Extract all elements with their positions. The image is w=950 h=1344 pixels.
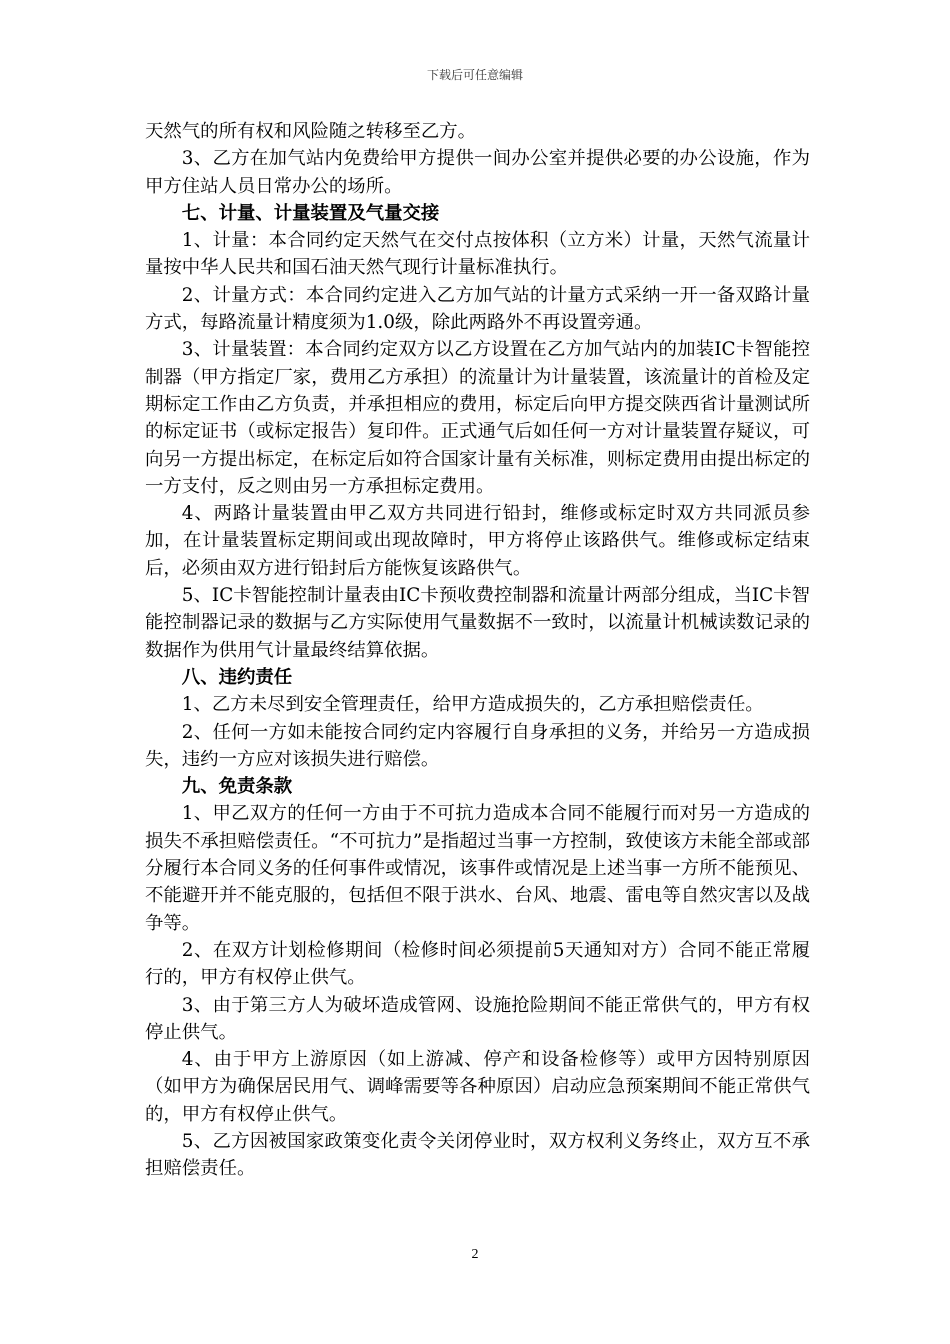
document-body bbox=[145, 118, 810, 1183]
paragraph-breach-compensation: 2、任何一方如未能按合同约定内容履行自身承担的义务，并给另一方造成损失，违约一方应对该损失进行赔偿。 bbox=[145, 721, 810, 770]
paragraph-ownership-transfer: 天然气的所有权和风险随之转移至乙方。 bbox=[145, 121, 477, 142]
section-heading-liability: 八、违约责任 bbox=[181, 666, 293, 688]
section-heading-exemption: 九、免责条款 bbox=[181, 776, 293, 798]
paragraph-upstream-causes: 4、由于甲方上游原因（如上游减、停产和设备检修等）或甲方因特别原因（如甲方为确保居民用气、调峰需要等各种原因）启动应急预案期间不能正常供气的，甲方有权停止供气。 bbox=[145, 1049, 810, 1125]
paragraph-ic-card-meter: 5、IC卡智能控制计量表由IC卡预收费控制器和流量计两部分组成，当IC卡智能控制器记录的数据与乙方实际使用气量数据不一致时，以流量计机械读数记录的数据作为供用气计量最终结算依据。 bbox=[145, 585, 810, 661]
paragraph-policy-closure: 5、乙方因被国家政策变化责令关闭停业时，双方权利义务终止，双方互不承担赔偿责任。 bbox=[145, 1130, 810, 1180]
paragraph-metering: 1、计量：本合同约定天然气在交付点按体积（立方米）计量，天然气流量计量按中华人民共和国石油天然气现行计量标准执行。 bbox=[145, 230, 810, 279]
paragraph-third-party-damage: 3、由于第三方人为破坏造成管网、设施抢险期间不能正常供气的，甲方有权停止供气。 bbox=[145, 994, 810, 1043]
paragraph-metering-device: 3、计量装置：本合同约定双方以乙方设置在乙方加气站内的加装IC卡智能控制器（甲方指定厂家，费用乙方承担）的流量计为计量装置，该流量计的首检及定期标定工作由乙方负责，并承担相应的费用，标定后向甲方提交陕西省计量测试所的标定证书（或标定报告）复印件。正式通气后如任何一方对计量装置存疑议，可向另一方提出标定，在标定后如符合国家计量有关标准，则标定费用由提出标定的一方支付，反之则由另一方承担标定费用。 bbox=[145, 339, 810, 497]
page-number: 2 bbox=[471, 1247, 479, 1262]
page-header: 下载后可任意编辑 bbox=[426, 68, 523, 82]
paragraph-office-provision: 3、乙方在加气站内免费给甲方提供一间办公室并提供必要的办公设施，作为甲方住站人员日常办公的场所。 bbox=[145, 148, 810, 197]
paragraph-lead-seal: 4、两路计量装置由甲乙双方共同进行铅封，维修或标定时双方共同派员参加，在计量装置标定期间或出现故障时，甲方将停止该路供气。维修或标定结束后，必须由双方进行铅封后方能恢复该路供气。 bbox=[145, 503, 810, 579]
paragraph-metering-method: 2、计量方式：本合同约定进入乙方加气站的计量方式采纳一开一备双路计量方式，每路流量计精度须为1.0级，除此两路外不再设置旁通。 bbox=[145, 284, 810, 334]
paragraph-force-majeure: 1、甲乙双方的任何一方由于不可抗力造成本合同不能履行而对另一方造成的损失不承担赔偿责任。“不可抗力”是指超过当事一方控制，致使该方未能全部或部分履行本合同义务的任何事件或情况，该事件或情况是上述当事一方所不能预见、不能避开并不能克服的，包括但不限于洪水、台风、地震、雷电等自然灾害以及战争等。 bbox=[145, 803, 810, 934]
section-heading-metering: 七、计量、计量装置及气量交接 bbox=[181, 202, 440, 224]
paragraph-maintenance-period: 2、在双方计划检修期间（检修时间必须提前5天通知对方）合同不能正常履行的，甲方有权停止供气。 bbox=[145, 939, 810, 989]
paragraph-safety-liability: 1、乙方未尽到安全管理责任，给甲方造成损失的，乙方承担赔偿责任。 bbox=[181, 694, 764, 716]
